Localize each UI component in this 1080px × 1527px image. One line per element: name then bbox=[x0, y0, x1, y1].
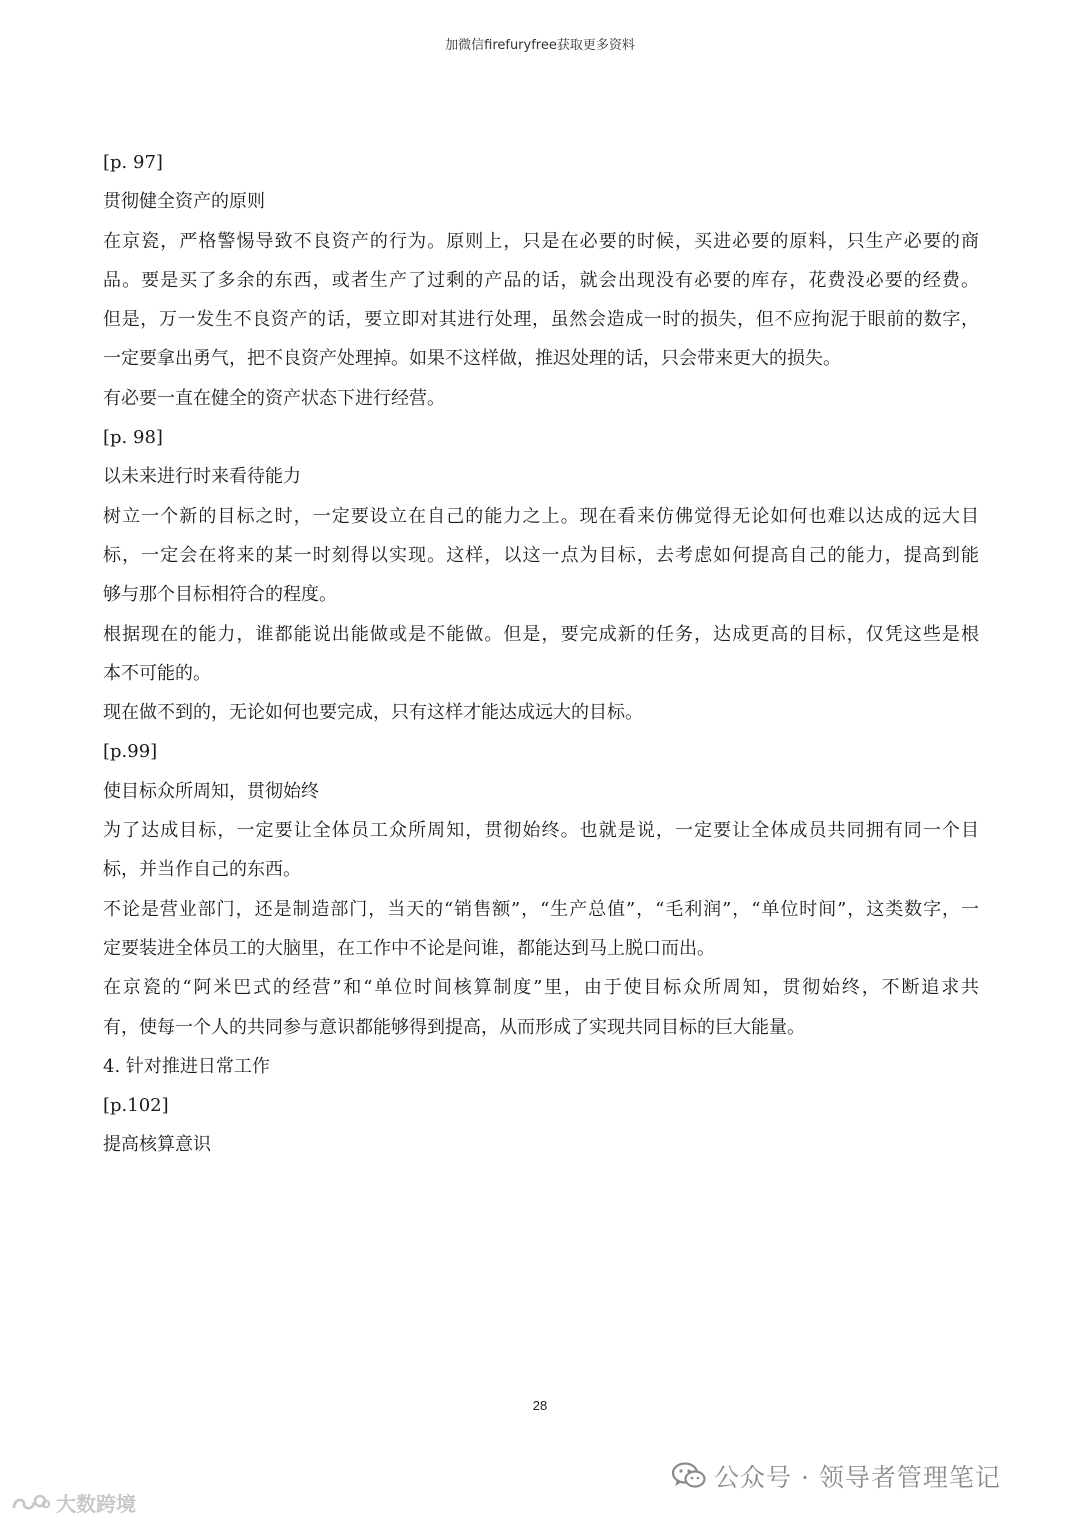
paragraph-line: 有必要一直在健全的资产状态下进行经营。 bbox=[103, 387, 445, 409]
page-reference: [p.102] bbox=[103, 1095, 169, 1117]
paragraph-line: 树立一个新的目标之时，一定要设立在自己的能力之上。现在看来仿佛觉得无论如何也难以达成的远大目 bbox=[103, 505, 979, 527]
paragraph-line: 标，并当作自己的东西。 bbox=[103, 859, 301, 881]
corner-watermark bbox=[10, 1488, 136, 1517]
wechat-watermark bbox=[672, 1458, 1001, 1494]
paragraph-line: 根据现在的能力，谁都能说出能做或是不能做。但是，要完成新的任务，达成更高的目标，仅凭这些是根 bbox=[103, 623, 979, 645]
section-heading: 贯彻健全资产的原则 bbox=[103, 191, 265, 213]
paragraph-line: 有，使每一个人的共同参与意识都能够得到提高，从而形成了实现共同目标的巨大能量。 bbox=[103, 1016, 805, 1038]
corner-watermark-text: 大数跨境 bbox=[56, 1492, 136, 1516]
paragraph-line: 本不可能的。 bbox=[103, 662, 211, 684]
section-heading: 提高核算意识 bbox=[103, 1134, 211, 1156]
page-reference: [p. 97] bbox=[103, 152, 163, 173]
paragraph-line: 在京瓷的“阿米巴式的经营”和“单位时间核算制度”里，由于使目标众所周知，贯彻始终，不断追求共 bbox=[103, 977, 979, 999]
paragraph-line: 为了达成目标，一定要让全体员工众所周知，贯彻始终。也就是说，一定要让全体成员共同拥有同一个目 bbox=[103, 820, 979, 842]
paragraph-line: 但是，万一发生不良资产的话，要立即对其进行处理，虽然会造成一时的损失，但不应拘泥于眼前的数字， bbox=[103, 309, 979, 331]
page-number: 28 bbox=[532, 1398, 548, 1413]
wechat-watermark-text: 公众号 · 领导者管理笔记 bbox=[714, 1463, 1001, 1492]
chapter-heading: 4. 针对推进日常工作 bbox=[103, 1055, 270, 1077]
section-heading: 以未来进行时来看待能力 bbox=[103, 466, 301, 488]
section-heading: 使目标众所周知，贯彻始终 bbox=[103, 780, 319, 802]
header-note: 加微信firefuryfree获取更多资料 bbox=[445, 38, 635, 53]
paragraph-line: 在京瓷，严格警惕导致不良资产的行为。原则上，只是在必要的时候，买进必要的原料，只生产必要的商 bbox=[103, 230, 979, 252]
paragraph-line: 品。要是买了多余的东西，或者生产了过剩的产品的话，就会出现没有必要的库存，花费没必要的经费。 bbox=[103, 269, 979, 291]
paragraph-line: 定要装进全体员工的大脑里，在工作中不论是问谁，都能达到马上脱口而出。 bbox=[103, 937, 715, 959]
paragraph-line: 够与那个目标相符合的程度。 bbox=[103, 584, 337, 606]
paragraph-line: 不论是营业部门，还是制造部门，当天的“销售额”，“生产总值”，“毛利润”，“单位时间”，这类数字，一 bbox=[103, 898, 979, 920]
paragraph-line: 一定要拿出勇气，把不良资产处理掉。如果不这样做，推迟处理的话，只会带来更大的损失。 bbox=[103, 348, 841, 370]
paragraph-line: 标，一定会在将来的某一时刻得以实现。这样，以这一点为目标，去考虑如何提高自己的能力，提高到能 bbox=[103, 544, 979, 566]
wechat-icon bbox=[672, 1462, 706, 1490]
document-body bbox=[103, 150, 979, 1172]
page-reference: [p.99] bbox=[103, 741, 158, 763]
logo-icon bbox=[10, 1492, 50, 1514]
page-reference: [p. 98] bbox=[103, 427, 163, 449]
paragraph-line: 现在做不到的，无论如何也要完成，只有这样才能达成远大的目标。 bbox=[103, 702, 643, 724]
